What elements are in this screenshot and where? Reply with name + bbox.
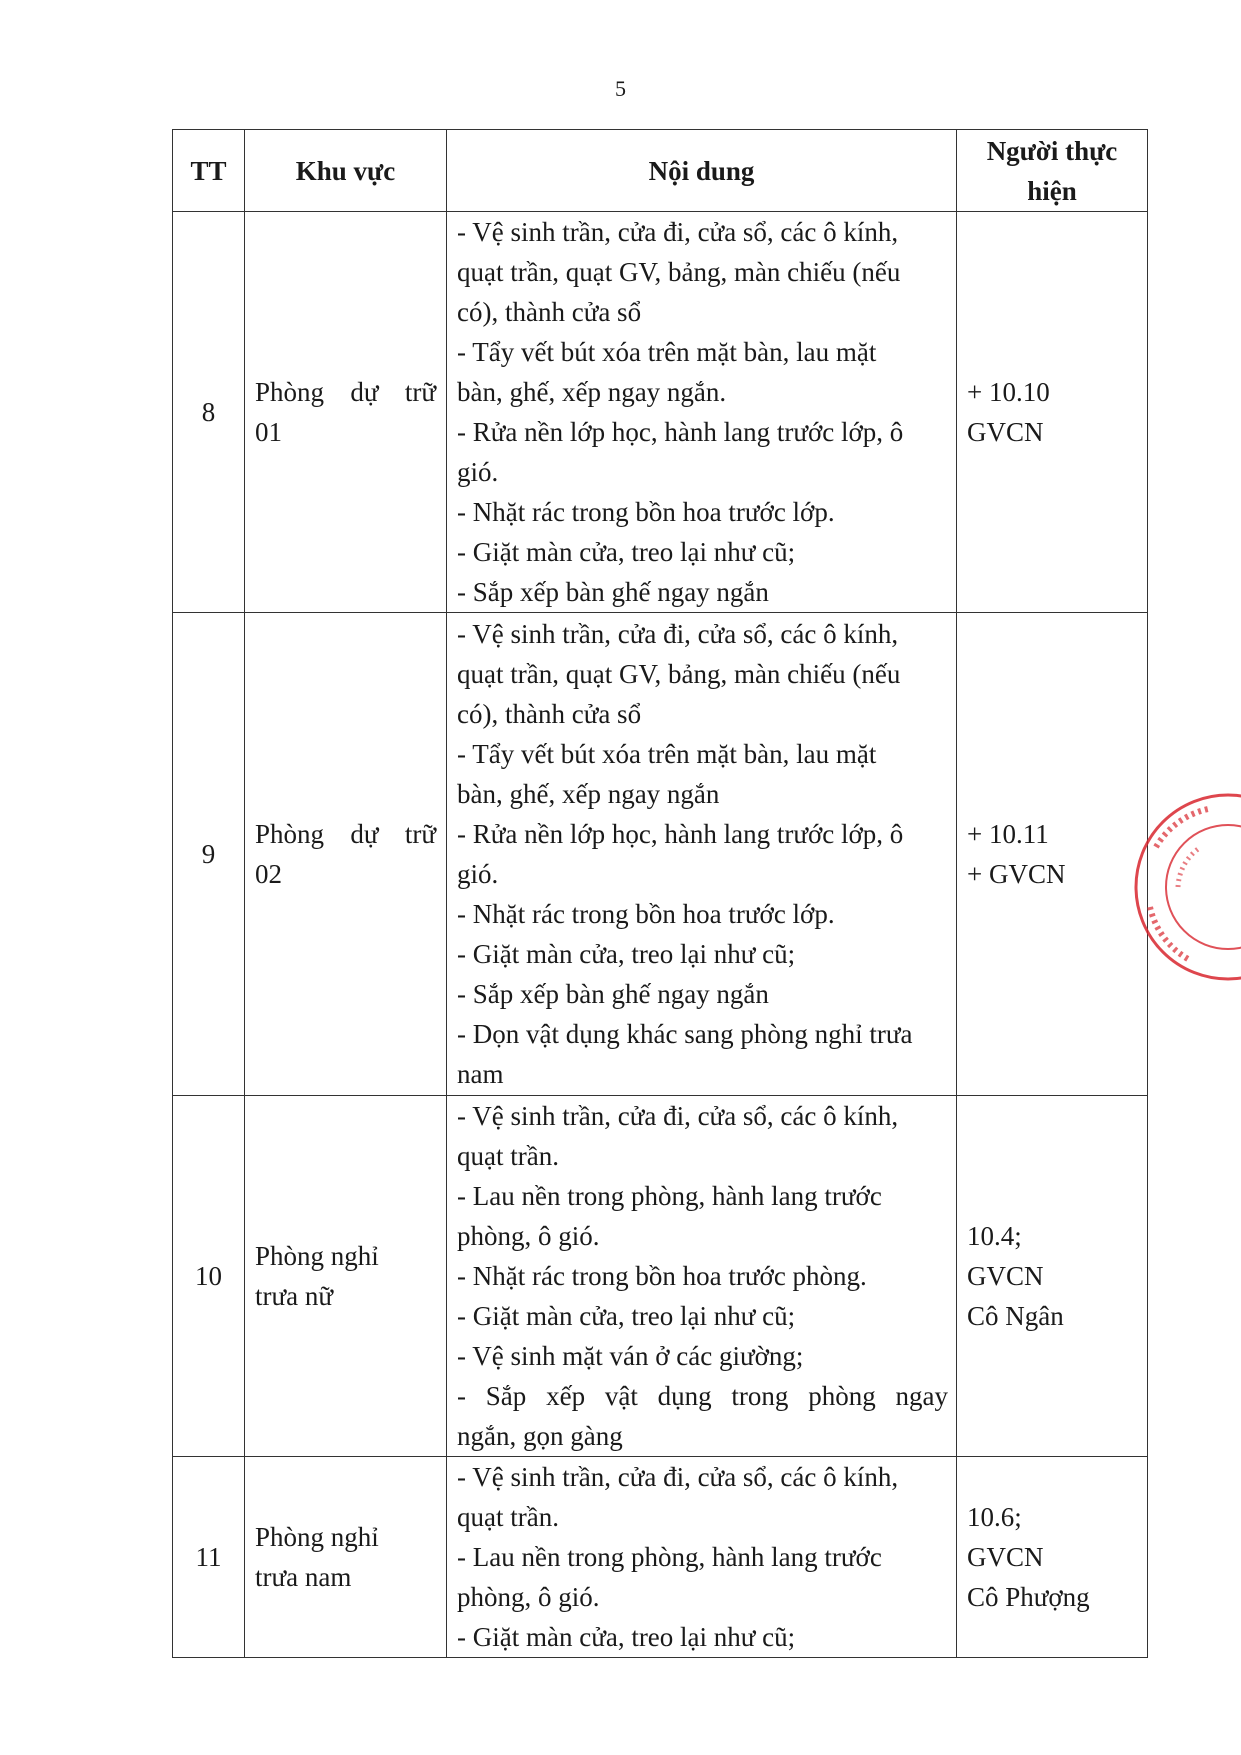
person-line: + GVCN	[967, 859, 1066, 889]
person-line: GVCN	[967, 1261, 1044, 1291]
header-person-line-1: Người thực	[986, 135, 1118, 166]
content-line: phòng, ô gió.	[457, 1221, 600, 1251]
content-line: - Lau nền trong phòng, hành lang trước	[457, 1181, 882, 1211]
content-line: - Sắp xếp vật dụng trong phòng ngay	[457, 1381, 948, 1411]
area-line: Phòng dự trữ	[255, 377, 436, 407]
content-line: - Giặt màn cửa, treo lại như cũ;	[457, 939, 796, 969]
person-line: + 10.11	[967, 819, 1049, 849]
content-line: quạt trần.	[457, 1141, 559, 1171]
header-content: Nội dung	[447, 130, 957, 212]
content-line: - Vệ sinh trần, cửa đi, cửa sổ, các ô kính,	[457, 1462, 899, 1492]
content-line: - Nhặt rác trong bồn hoa trước lớp.	[457, 899, 835, 929]
header-tt: TT	[173, 130, 245, 212]
content-line: - Tẩy vết bút xóa trên mặt bàn, lau mặt	[457, 337, 877, 367]
content-line: - Rửa nền lớp học, hành lang trước lớp, ô	[457, 819, 904, 849]
row-person	[957, 212, 1148, 613]
header-area: Khu vực	[245, 130, 447, 212]
row-number: 9	[173, 613, 245, 1096]
table-header-row	[173, 130, 1148, 212]
person-line: + 10.10	[967, 377, 1050, 407]
row-content	[447, 1457, 957, 1658]
content-line: - Giặt màn cửa, treo lại như cũ;	[457, 537, 796, 567]
content-line: bàn, ghế, xếp ngay ngắn	[457, 779, 720, 809]
person-line: Cô Phượng	[967, 1582, 1090, 1612]
content-line: gió.	[457, 859, 499, 889]
area-line: 02	[255, 859, 282, 889]
seal-rings	[1136, 795, 1241, 979]
cleaning-schedule-table	[172, 129, 1148, 1658]
area-line: trưa nam	[255, 1562, 352, 1592]
content-line: - Lau nền trong phòng, hành lang trước	[457, 1542, 882, 1572]
content-line: - Tẩy vết bút xóa trên mặt bàn, lau mặt	[457, 739, 877, 769]
row-number: 10	[173, 1096, 245, 1457]
person-line: 10.4;	[967, 1221, 1022, 1251]
seal-outer-ring	[1136, 795, 1241, 979]
row-person	[957, 1457, 1148, 1658]
area-line: Phòng dự trữ	[255, 819, 436, 849]
content-line: bàn, ghế, xếp ngay ngắn.	[457, 377, 727, 407]
row-person	[957, 1096, 1148, 1457]
content-line: - Sắp xếp bàn ghế ngay ngắn	[457, 979, 769, 1009]
area-line: 01	[255, 417, 282, 447]
table-row	[173, 1457, 1148, 1658]
content-line: - Vệ sinh trần, cửa đi, cửa sổ, các ô kính,	[457, 619, 899, 649]
content-line: - Giặt màn cửa, treo lại như cũ;	[457, 1301, 796, 1331]
content-line: có), thành cửa sổ	[457, 699, 642, 729]
content-line: - Vệ sinh trần, cửa đi, cửa sổ, các ô kính,	[457, 1101, 899, 1131]
row-content	[447, 212, 957, 613]
row-number: 11	[173, 1457, 245, 1658]
header-person	[957, 130, 1148, 212]
content-line: phòng, ô gió.	[457, 1582, 600, 1612]
content-line: - Rửa nền lớp học, hành lang trước lớp, ô	[457, 417, 904, 447]
table-row	[173, 212, 1148, 613]
row-number: 8	[173, 212, 245, 613]
seal-inner-ring	[1166, 825, 1241, 949]
content-line: - Vệ sinh mặt ván ở các giường;	[457, 1341, 804, 1371]
row-content	[447, 1096, 957, 1457]
row-area	[245, 212, 447, 613]
content-line: ngắn, gọn gàng	[457, 1421, 623, 1451]
person-line: 10.6;	[967, 1502, 1022, 1532]
content-line: - Nhặt rác trong bồn hoa trước phòng.	[457, 1261, 867, 1291]
header-person-line-2: hiện	[1027, 175, 1077, 206]
area-line: trưa nữ	[255, 1281, 333, 1311]
content-line: - Giặt màn cửa, treo lại như cũ;	[457, 1622, 796, 1652]
content-line: quạt trần.	[457, 1502, 559, 1532]
seal-text-arc	[1178, 849, 1198, 887]
row-area	[245, 613, 447, 1096]
person-line: GVCN	[967, 417, 1044, 447]
content-line: - Sắp xếp bàn ghế ngay ngắn	[457, 577, 769, 607]
seal-text-arc	[1156, 809, 1208, 847]
content-line: nam	[457, 1059, 504, 1089]
content-line: gió.	[457, 457, 499, 487]
content-line: có), thành cửa sổ	[457, 297, 642, 327]
row-person	[957, 613, 1148, 1096]
content-line: - Vệ sinh trần, cửa đi, cửa sổ, các ô kính,	[457, 217, 899, 247]
row-content	[447, 613, 957, 1096]
page-number: 5	[615, 76, 626, 101]
area-line: Phòng nghỉ	[255, 1241, 379, 1271]
row-area	[245, 1457, 447, 1658]
content-line: - Dọn vật dụng khác sang phòng nghỉ trưa	[457, 1019, 913, 1049]
table-row	[173, 613, 1148, 1096]
seal-text-arc	[1150, 907, 1188, 959]
row-area	[245, 1096, 447, 1457]
content-line: quạt trần, quạt GV, bảng, màn chiếu (nếu	[457, 659, 901, 689]
content-line: - Nhặt rác trong bồn hoa trước lớp.	[457, 497, 835, 527]
person-line: Cô Ngân	[967, 1301, 1064, 1331]
content-line: quạt trần, quạt GV, bảng, màn chiếu (nếu	[457, 257, 901, 287]
person-line: GVCN	[967, 1542, 1044, 1572]
area-line: Phòng nghỉ	[255, 1522, 379, 1552]
table-row	[173, 1096, 1148, 1457]
